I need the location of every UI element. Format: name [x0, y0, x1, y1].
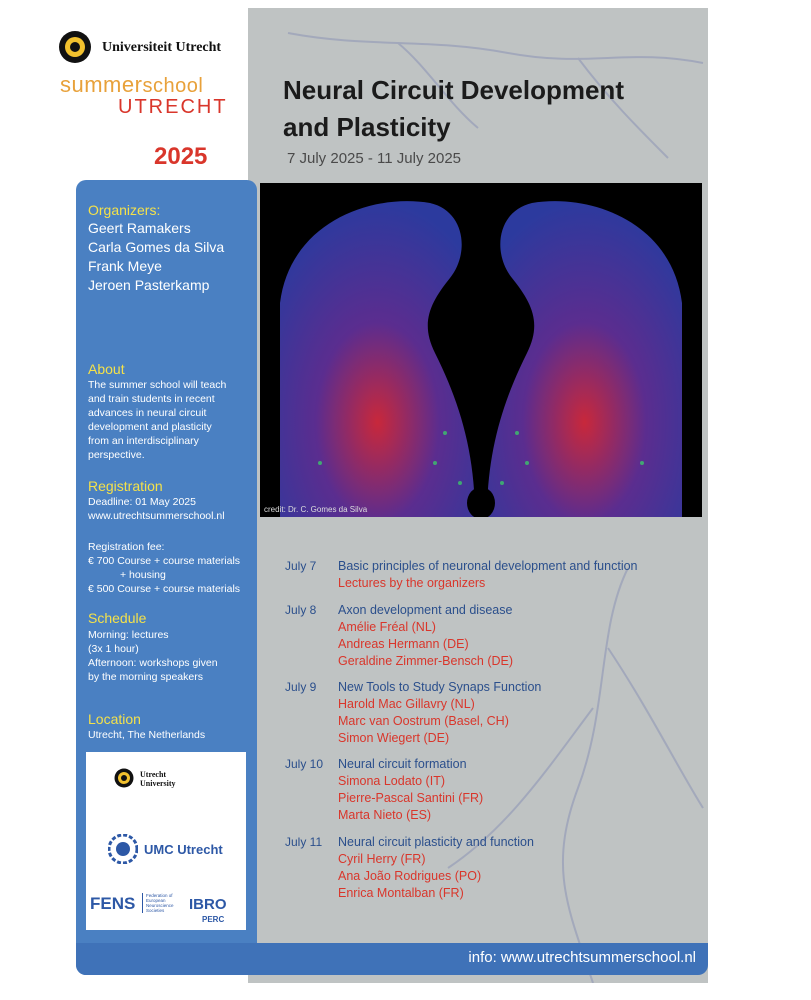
registration-heading: Registration	[88, 478, 163, 494]
about-text: The summer school will teach and train students in recent advances in neural circuit development and plasticity from an interdisciplinary perspective.	[88, 379, 227, 461]
partner-logos	[86, 752, 246, 930]
location-text: Utrecht, The Netherlands	[88, 729, 206, 741]
schedule-day-5: July 11 Neural circuit plasticity and function Cyril Herry (FR) Ana João Rodrigues (PO) Enrica Montalban (FR)	[285, 835, 534, 900]
umc-utrecht-logo-icon	[108, 834, 138, 864]
perc-logo: PERC	[202, 915, 225, 924]
footer-bar	[76, 943, 708, 975]
organizers-heading: Organizers:	[88, 202, 161, 218]
summerschool-wordmark: summerschool	[60, 72, 204, 97]
registration-text: Deadline: 01 May 2025 www.utrechtsummerschool.nl	[88, 496, 225, 522]
course-dates: 7 July 2025 - 11 July 2025	[287, 150, 462, 167]
info-website-link[interactable]: info: www.utrechtsummerschool.nl	[468, 949, 696, 966]
schedule-heading: Schedule	[88, 610, 147, 626]
summerschool-year: 2025	[154, 143, 208, 170]
university-sun-logo-icon	[58, 30, 92, 64]
brain-microscopy-image	[260, 183, 702, 517]
fens-logo-subtext: Federation of European Neuroscience Societies	[142, 893, 174, 913]
registration-fee-text: Registration fee: € 700 Course + course materials + housing € 500 Course + course materials	[88, 541, 241, 595]
umc-utrecht-logo-text: UMC Utrecht	[144, 842, 223, 857]
schedule-day-1: July 7 Basic principles of neuronal development and function Lectures by the organizers	[285, 559, 638, 590]
image-credit: credit: Dr. C. Gomes da Silva	[264, 505, 368, 514]
schedule-day-4: July 10 Neural circuit formation Simona Lodato (IT) Pierre-Pascal Santini (FR) Marta Nieto (ES)	[285, 757, 484, 822]
schedule-day-3: July 9 New Tools to Study Synaps Function Harold Mac Gillavry (NL) Marc van Oostrum (Basel, CH) Simon Wiegert (DE)	[285, 680, 542, 745]
location-heading: Location	[88, 711, 141, 727]
fens-logo: FENS	[90, 894, 136, 913]
ibro-logo: IBRO	[189, 896, 227, 913]
schedule-day-2: July 8 Axon development and disease Amélie Fréal (NL) Andreas Hermann (DE) Geraldine Zimmer-Bensch (DE)	[285, 603, 514, 668]
utrecht-university-logo-icon	[114, 768, 134, 788]
summerschool-city: UTRECHT	[118, 96, 228, 118]
utrecht-university-logo-text: Utrecht University	[140, 770, 176, 788]
schedule-text: Morning: lectures (3x 1 hour) Afternoon: workshops given by the morning speakers	[88, 629, 218, 683]
poster-title: Neural Circuit Development and Plasticity	[283, 75, 624, 142]
university-name: Universiteit Utrecht	[102, 40, 222, 55]
about-heading: About	[88, 361, 125, 377]
organizers-list: Geert Ramakers Carla Gomes da Silva Frank Meye Jeroen Pasterkamp	[88, 220, 225, 293]
